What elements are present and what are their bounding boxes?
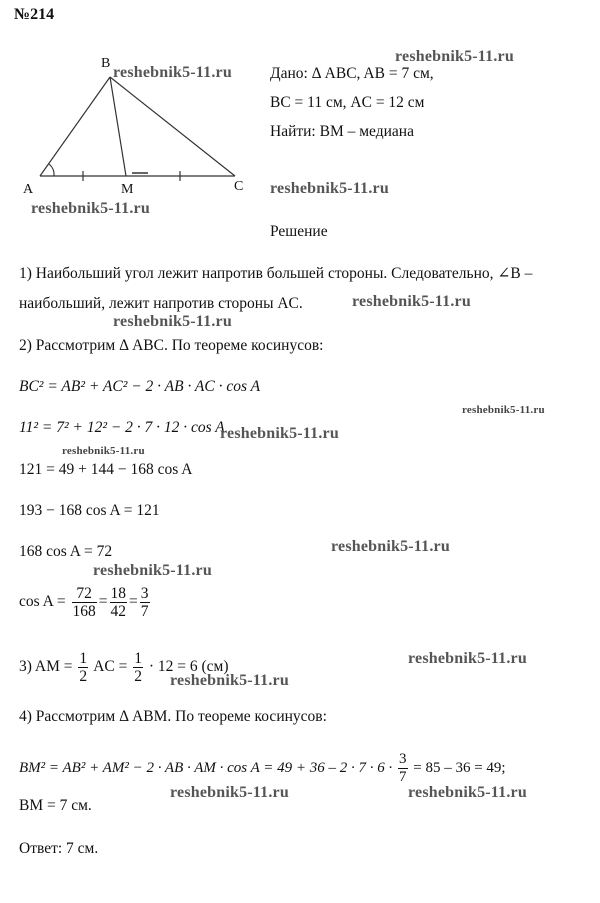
fraction-72-168 [72,585,97,620]
fraction-numerator: 3 [399,751,407,767]
answer: Ответ: 7 см. [19,840,99,857]
fraction-denominator: 2 [134,668,142,685]
watermark: reshebnik5-11.ru [352,293,471,310]
step4-eq-left: BM² = AB² + AM² − 2 · AB · AM · cos A = 49 + 36 – 2 · 7 · 6 · [19,759,393,776]
step1-line-1: 1) Наибольший угол лежит напротив большей стороны. Следовательно, ∠B – [19,265,533,282]
angle-a-arc [49,164,54,176]
fraction-3-7 [140,585,150,620]
step3-tail: · 12 = 6 (см) [148,658,229,676]
equation-1: BC² = AB² + AC² − 2 · AB · AC · cos A [19,378,261,395]
find-line: Найти: BM – медиана [270,123,414,140]
equation-5: 168 cos A = 72 [19,543,113,560]
fraction-3-7-step4 [398,751,408,786]
watermark: reshebnik5-11.ru [31,200,150,217]
watermark: reshebnik5-11.ru [408,650,527,667]
fraction-numerator: 1 [134,650,142,667]
label-b: B [101,56,111,71]
given-line-2: BC = 11 см, AC = 12 см [270,94,425,111]
step4-equation [19,751,506,786]
side-bc [110,77,235,176]
watermark: reshebnik5-11.ru [408,784,527,801]
fraction-denominator: 7 [399,769,407,785]
equation-2: 11² = 7² + 12² − 2 · 7 · 12 · cos A [19,419,225,436]
step3-prefix: 3) AM = [19,658,73,676]
fraction-numerator: 3 [140,585,149,602]
fraction-one-half [78,650,88,685]
step4-eq-right: = 85 – 36 = 49; [413,759,506,776]
equation-4: 193 − 168 cos A = 121 [19,502,160,519]
cos-prefix: cos A = [19,593,66,611]
label-c: C [234,179,244,194]
median-bm [110,77,126,176]
fraction-denominator: 42 [110,603,127,620]
watermark: reshebnik5-11.ru [113,313,232,330]
watermark: reshebnik5-11.ru [270,180,389,197]
fraction-denominator: 2 [79,668,88,685]
watermark: reshebnik5-11.ru [93,562,212,579]
step3-mid: AC = [93,658,128,676]
watermark: reshebnik5-11.ru [170,672,289,689]
watermark: reshebnik5-11.ru [170,784,289,801]
given-line-1: Дано: Δ ABC, AB = 7 см, [270,65,434,82]
watermark: reshebnik5-11.ru [331,538,450,555]
watermark: reshebnik5-11.ru [462,404,545,416]
watermark: reshebnik5-11.ru [220,425,339,442]
fraction-numerator: 1 [79,650,88,667]
fraction-denominator: 168 [72,603,96,620]
watermark: reshebnik5-11.ru [62,445,145,457]
fraction-numerator: 72 [72,585,97,603]
watermark: reshebnik5-11.ru [395,48,514,65]
equation-3: 121 = 49 + 144 − 168 cos A [19,461,193,478]
label-a: A [23,182,34,195]
fraction-numerator: 18 [110,585,127,602]
step4-result: BM = 7 см. [19,797,92,814]
step4-heading: 4) Рассмотрим Δ ABM. По теореме косинусов: [19,708,327,725]
problem-number: №214 [14,6,55,23]
fraction-denominator: 7 [140,603,149,620]
cos-a-equation: cos A = $\frac{72}{168}$ = $\frac{18}{42}$ = $\frac{3}{7}$ [19,585,149,620]
label-m: M [121,182,134,195]
fraction-18-42 [110,585,128,620]
solution-heading: Решение [270,223,328,240]
side-ab [40,77,110,176]
step2-heading: 2) Рассмотрим Δ ABC. По теореме косинусов: [19,337,324,354]
step1-line-2: наибольший, лежит напротив стороны AC. [19,295,303,312]
fraction-one-half-2 [133,650,143,685]
watermark: reshebnik5-11.ru [113,64,232,81]
